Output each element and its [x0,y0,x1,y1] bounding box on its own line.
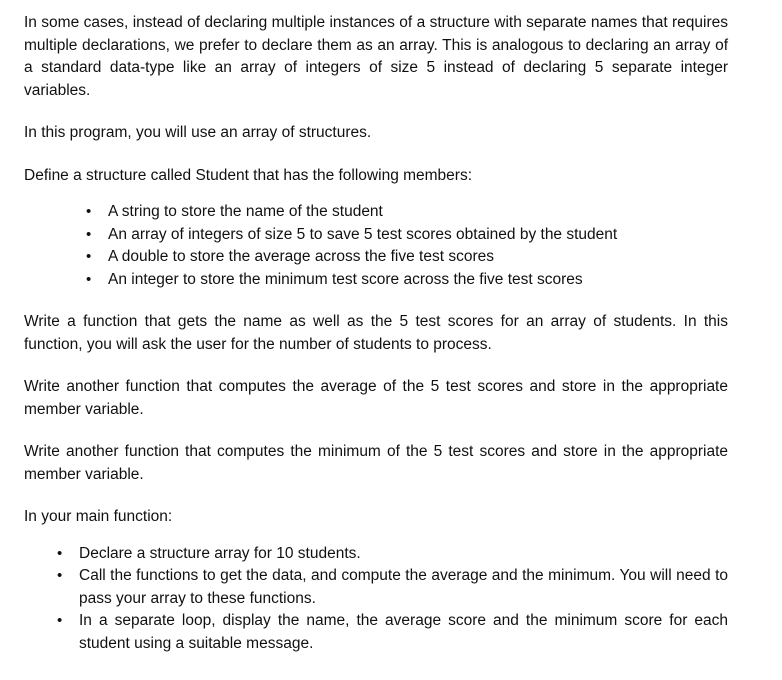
list-item-text: A double to store the average across the five test scores [108,248,494,265]
list-item-text: An array of integers of size 5 to save 5 test scores obtained by the student [108,225,618,243]
list-item-text: A string to store the name of the student [108,203,383,220]
bullet-icon: • [86,225,92,243]
bullet-icon: • [86,203,92,220]
bullet-icon: • [86,270,92,288]
list-item [86,224,668,247]
intro-paragraph: In some cases, instead of declaring multiple instances of a structure with separate names that requires multiple declarations, we prefer to declare them as an array. This is analogous to declaring an array of a standard data-type like an array of integers of size 5 instead of declaring 5 separate integer variables. [24,14,728,99]
bullet-icon: • [57,612,63,629]
list-item [57,565,728,610]
get-function-paragraph: Write a function that gets the name as well as the 5 test scores for an array of students. In this function, you will ask the user for the number of students to process. [24,313,728,353]
array-of-structures-paragraph: In this program, you will use an array of structures. [24,124,372,141]
list-item [57,610,728,655]
list-item [86,246,668,269]
main-function-steps-list [57,543,728,656]
bullet-icon: • [57,544,63,562]
list-item-text: In a separate loop, display the name, the average score and the minimum score for each student using a suitable message. [79,612,728,652]
average-function-paragraph: Write another function that computes the average of the 5 test scores and store in the appropriate member variable. [24,378,728,418]
main-function-paragraph: In your main function: [24,508,173,525]
bullet-icon: • [86,248,92,265]
list-item-text: Call the functions to get the data, and compute the average and the minimum. You will need to pass your array to these functions. [79,567,728,607]
list-item [86,201,668,224]
list-item [57,543,728,566]
define-structure-paragraph: Define a structure called Student that has the following members: [24,166,473,184]
bullet-icon: • [57,567,63,584]
minimum-function-paragraph: Write another function that computes the minimum of the 5 test scores and store in the appropriate member variable. [24,443,728,483]
structure-members-list [86,201,728,291]
list-item [86,269,668,292]
list-item-text: Declare a structure array for 10 students. [79,544,361,562]
list-item-text: An integer to store the minimum test score across the five test scores [108,270,583,288]
